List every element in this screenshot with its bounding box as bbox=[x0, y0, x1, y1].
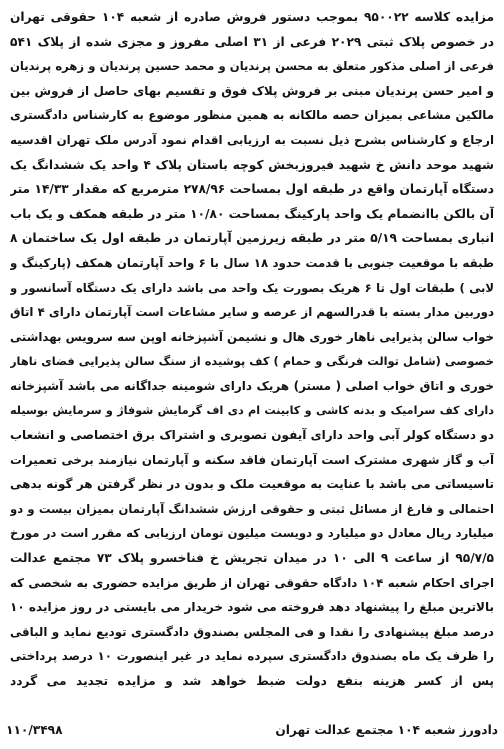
notice-line: شهید موحد دانش خ شهید فیروزبخش کوچه باستان پلاک ۴ واحد یک ششدانگ یک bbox=[10, 157, 494, 172]
notice-line: مزایده کلاسه ۹۵۰۰۲۲ بموجب دستور فروش صادره از شعبه ۱۰۴ حقوقی تهران bbox=[10, 10, 494, 24]
notice-line: ۹۵/۷/۵ از ساعت ۹ الی ۱۰ در میدان تجریش خ فناخسرو پلاک ۷۳ مجتمع عدالت bbox=[10, 551, 494, 566]
notice-line: دارای کف سرامیک و بدنه کاشی و کابینت ام دی اف گرمایش شوفاژ و سرمایش بوسیله bbox=[10, 403, 494, 417]
notice-line: را ظرف یک ماه بصندوق دادگستری سپرده نماید در غیر اینصورت ۱۰ درصد پرداختی bbox=[10, 649, 494, 664]
notice-line: فرعی از اصلی مذکور متعلق به محسن پرندیان و محمد حسین پرندیان و زهره پرندیان bbox=[10, 59, 494, 74]
reference-number: ۱۱۰/۳۴۹۸ bbox=[6, 723, 63, 737]
notice-line: لابی ) طبقات اول تا ۶ هریک بصورت یک واحد می باشد دارای یک دستگاه آسانسور و bbox=[10, 280, 494, 295]
notice-line: تاسیساتی می باشد با عنایت به موقعیت ملک و بدون در نظر گرفتن هر گونه بدهی bbox=[10, 477, 494, 492]
notice-line: دستگاه آپارتمان واقع در طبقه اول بمساحت ۲۷۸/۹۶ مترمربع که مقدار ۱۴/۳۳ متر bbox=[10, 182, 494, 197]
notice-footer bbox=[6, 717, 498, 743]
notice-line: احتمالی و فارغ از مسائل ثبتی و حقوقی ارزش ششدانگ آپارتمان بمیزان بیست و دو bbox=[10, 501, 494, 516]
notice-line: خصوصی (شامل توالت فرنگی و حمام ) کف پوشیده از سنگ سالن پذیرایی فضای ناهار bbox=[10, 354, 494, 369]
notice-line: میلیارد ریال معادل دو میلیارد و دویست میلیون تومان ارزیابی که مقرر است در مورخ bbox=[10, 526, 494, 541]
auction-notice bbox=[4, 0, 500, 749]
notice-line: خواب سالن پذیرایی ناهار خوری هال و نشیمن آشپزخانه اوپن سه سرویس بهداشتی bbox=[10, 329, 494, 344]
notice-line: در خصوص پلاک ثبتی ۲۰۲۹ فرعی از ۳۱ اصلی مفروز و مجزی شده از پلاک ۵۴۱ bbox=[10, 34, 494, 49]
notice-line: خوری و اتاق خواب اصلی ( مستر) هریک دارای شومینه جداگانه می باشد آشپزخانه bbox=[10, 378, 494, 393]
notice-line: آن بالکن باانضمام یک واحد پارکینگ بمساحت ۱۰/۸۰ متر در طبقه همکف و یک باب bbox=[10, 206, 494, 221]
notice-line: طبقه با موقعیت جنوبی با قدمت حدود ۱۸ سال با ۶ واحد آپارتمان همکف (پارکینگ و bbox=[10, 255, 494, 270]
notice-line: دو دستگاه کولر آبی واحد دارای آیفون تصویری و اشتراک برق اختصاصی و انشعاب bbox=[10, 428, 494, 443]
notice-line: مالکین مشاعی بمیزان حصه مالکانه به همین منظور موضوع به کارشناس دادگستری bbox=[10, 108, 494, 123]
notice-line: پس از کسر هزینه بنفع دولت ضبط خواهد شد و مزایده تجدید می گردد bbox=[10, 674, 494, 689]
notice-line: اجرای احکام شعبه ۱۰۴ دادگاه حقوقی تهران از طریق مزایده حضوری به شخصی که bbox=[10, 575, 494, 590]
notice-line: و امیر حسن پرندیان مبنی بر فروش پلاک فوق و تقسیم بهای حاصل از فروش بین bbox=[10, 83, 494, 98]
notice-line: بالاترین مبلغ را پیشنهاد دهد فروخته می شود خریدار می بایستی در روز مزایده ۱۰ bbox=[10, 600, 494, 615]
notice-line: انباری بمساحت ۵/۱۹ متر در طبقه زیرزمین آپارتمان در طبقه اول یک ساختمان ۸ bbox=[10, 231, 494, 246]
notice-line: ارجاع و کارشناس بشرح ذیل نسبت به ارزیابی اقدام نمود آدرس ملک تهران اقدسیه bbox=[10, 132, 494, 147]
signature-office: دادورز شعبه ۱۰۴ مجتمع عدالت تهران bbox=[275, 723, 498, 737]
notice-body bbox=[10, 5, 494, 694]
notice-line: دوربین مدار بسته با قدرالسهم از عرصه و سایر مشاعات است آپارتمان دارای ۴ اتاق bbox=[10, 305, 494, 320]
notice-line: آب و گاز شهری مشترک است آپارتمان فاقد سکنه و آپارتمان نیازمند برخی تعمیرات bbox=[10, 452, 494, 467]
notice-line: درصد مبلغ پیشنهادی را نقدا و فی المجلس بصندوق دادگستری تودیع نماید و الباقی bbox=[10, 624, 494, 639]
